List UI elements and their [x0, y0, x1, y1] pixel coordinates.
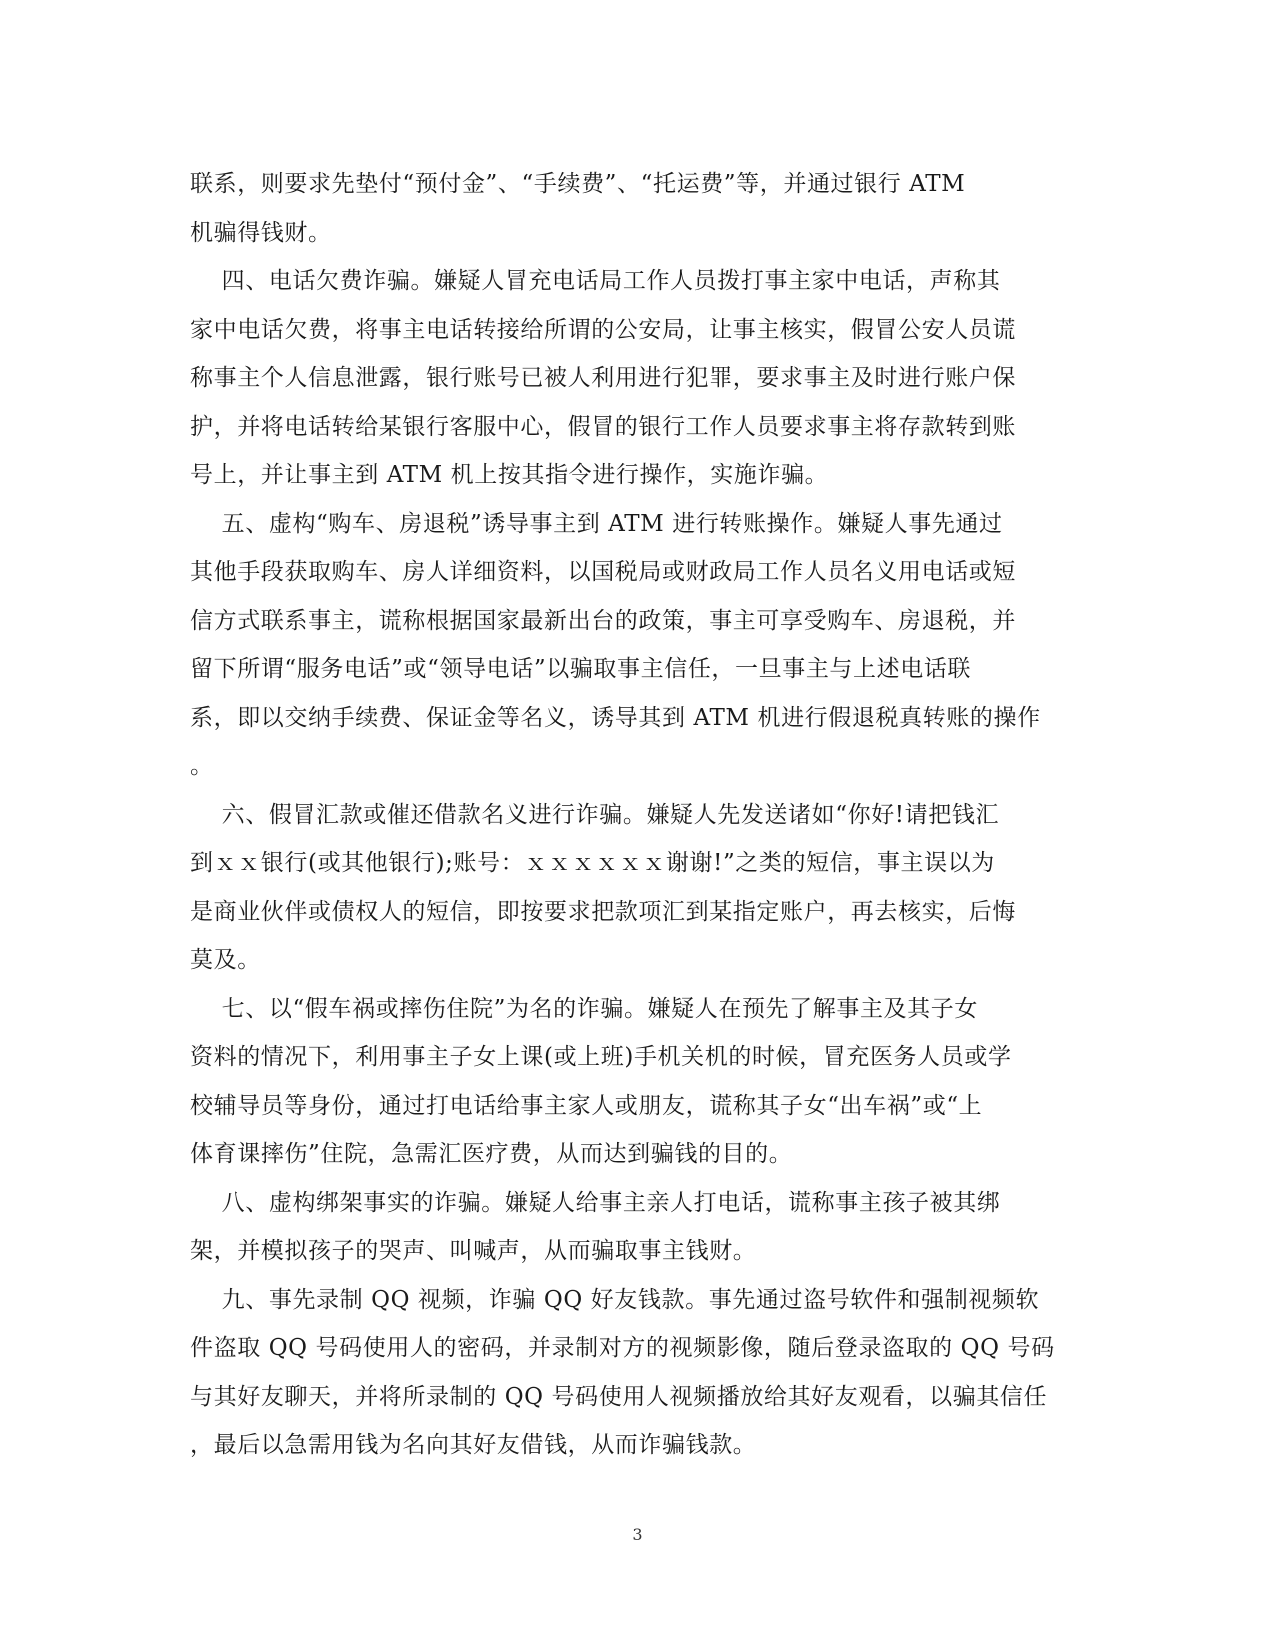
- text-line: 。: [190, 753, 214, 779]
- text-line: 资料的情况下，利用事主子女上课(或上班)手机关机的时候，冒充医务人员或学: [190, 1044, 1012, 1070]
- text-line: 称事主个人信息泄露，银行账号已被人利用进行犯罪，要求事主及时进行账户保: [190, 365, 1016, 391]
- text-line: 九、事先录制 QQ 视频，诈骗 QQ 好友钱款。事先通过盗号软件和强制视频软: [190, 1286, 1040, 1313]
- text-line: 与其好友聊天，并将所录制的 QQ 号码使用人视频播放给其好友观看，以骗其信任: [190, 1383, 1048, 1410]
- text-line: 七、以“假车祸或摔伤住院”为名的诈骗。嫌疑人在预先了解事主及其子女: [190, 995, 978, 1022]
- text-line: 系，即以交纳手续费、保证金等名义，诱导其到 ATM 机进行假退税真转账的操作: [190, 704, 1041, 731]
- text-line: ，最后以急需用钱为名向其好友借钱，从而诈骗钱款。: [190, 1432, 757, 1458]
- text-line: 八、虚构绑架事实的诈骗。嫌疑人给事主亲人打电话，谎称事主孩子被其绑: [190, 1189, 1001, 1216]
- text-line: 其他手段获取购车、房人详细资料，以国税局或财政局工作人员名义用电话或短: [190, 559, 1016, 585]
- document-body: [190, 160, 1075, 1470]
- text-line: 护，并将电话转给某银行客服中心，假冒的银行工作人员要求事主将存款转到账: [190, 413, 1016, 440]
- text-line: 机骗得钱财。: [190, 219, 332, 246]
- text-line: 体育课摔伤”住院，急需汇医疗费，从而达到骗钱的目的。: [190, 1141, 793, 1167]
- text-line: 是商业伙伴或债权人的短信，即按要求把款项汇到某指定账户，再去核实，后悔: [190, 898, 1016, 925]
- text-line: 莫及。: [190, 947, 261, 973]
- text-line: 四、电话欠费诈骗。嫌疑人冒充电话局工作人员拨打事主家中电话，声称其: [190, 268, 1001, 294]
- text-line: 联系，则要求先垫付“预付金”、“手续费”、“托运费”等，并通过银行 ATM: [190, 171, 966, 197]
- text-line: 号上，并让事主到 ATM 机上按其指令进行操作，实施诈骗。: [190, 462, 829, 488]
- text-line: 信方式联系事主，谎称根据国家最新出台的政策，事主可享受购车、房退税，并: [190, 607, 1016, 634]
- text-line: 五、虚构“购车、房退税”诱导事主到 ATM 进行转账操作。嫌疑人事先通过: [190, 510, 1003, 537]
- text-line: 六、假冒汇款或催还借款名义进行诈骗。嫌疑人先发送诸如“你好!请把钱汇: [190, 801, 1000, 828]
- text-line: 到ｘｘ银行(或其他银行);账号：ｘｘｘｘｘｘ谢谢!”之类的短信，事主误以为: [190, 850, 995, 876]
- text-line: 家中电话欠费，将事主电话转接给所谓的公安局，让事主核实，假冒公安人员谎: [190, 316, 1016, 343]
- text-line: 件盗取 QQ 号码使用人的密码，并录制对方的视频影像，随后登录盗取的 QQ 号码: [190, 1335, 1055, 1361]
- page-number: 3: [632, 1525, 643, 1544]
- text-line: 校辅导员等身份，通过打电话给事主家人或朋友，谎称其子女“出车祸”或“上: [190, 1092, 983, 1119]
- text-line: 架，并模拟孩子的哭声、叫喊声，从而骗取事主钱财。: [190, 1238, 757, 1264]
- text-line: 留下所谓“服务电话”或“领导电话”以骗取事主信任，一旦事主与上述电话联: [190, 656, 972, 682]
